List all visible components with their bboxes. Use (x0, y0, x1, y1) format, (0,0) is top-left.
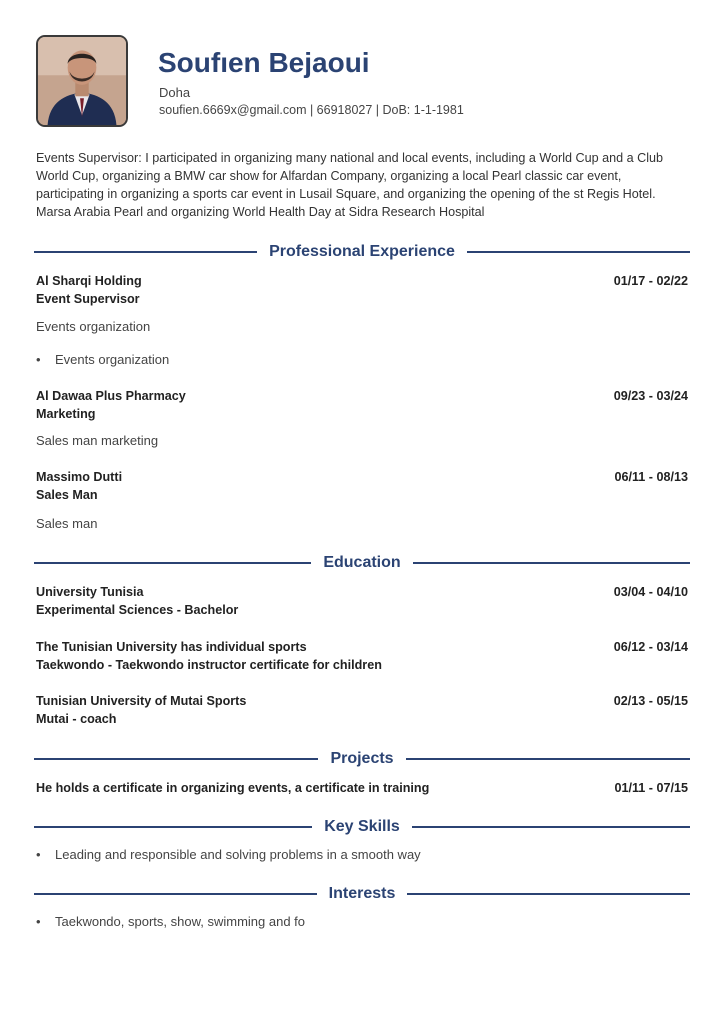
date-range: 01/11 - 07/15 (614, 781, 688, 795)
divider-line (406, 758, 690, 760)
section-education (34, 553, 690, 573)
divider-line (34, 562, 311, 564)
section-heading: Key Skills (324, 818, 400, 835)
divider-line (407, 893, 690, 895)
job-description: Sales man marketing (36, 433, 159, 448)
job-description: Sales man (36, 516, 98, 531)
profile-photo (36, 35, 128, 127)
education-entry (36, 638, 688, 674)
education-entry (36, 583, 688, 619)
person-name: Soufıen Bejaoui (158, 47, 370, 78)
job-role: Event Supervisor (36, 292, 140, 306)
experience-entry (36, 272, 688, 308)
date-range: 06/12 - 03/14 (613, 640, 688, 654)
bullet-icon: • (36, 914, 41, 929)
degree: Experimental Sciences - Bachelor (36, 603, 239, 617)
skill-text: Leading and responsible and solving problems in a smooth way (55, 847, 421, 862)
school-name: The Tunisian University has individual sports (36, 640, 307, 654)
section-interests (34, 884, 690, 904)
job-role: Sales Man (36, 488, 98, 502)
project-name: He holds a certificate in organizing events, a certificate in training (36, 781, 430, 795)
bullet-icon: • (36, 352, 41, 367)
date-range: 09/23 - 03/24 (613, 389, 688, 403)
experience-entry (36, 468, 688, 504)
section-heading: Interests (328, 885, 396, 902)
company-name: Al Sharqi Holding (36, 274, 142, 288)
project-entry (36, 779, 688, 797)
date-range: 01/17 - 02/22 (613, 274, 688, 288)
divider-line (34, 893, 317, 895)
divider-line (467, 251, 690, 253)
section-heading: Education (323, 554, 401, 571)
date-range: 03/04 - 04/10 (613, 585, 688, 599)
divider-line (34, 251, 257, 253)
company-name: Al Dawaa Plus Pharmacy (36, 389, 186, 403)
list-item (36, 847, 421, 862)
list-item (36, 352, 169, 367)
contact-info: soufien.6669x@gmail.com | 66918027 | DoB: 1-1-1981 (159, 103, 464, 117)
list-item (36, 914, 305, 929)
location: Doha (159, 85, 191, 100)
interest-text: Taekwondo, sports, show, swimming and fo (55, 914, 306, 929)
bullet-text: Events organization (55, 352, 170, 367)
degree: Taekwondo - Taekwondo instructor certificate for children (36, 658, 382, 672)
education-entry (36, 692, 688, 728)
company-name: Massimo Dutti (36, 470, 123, 484)
resume-header (36, 35, 688, 131)
profile-summary: Events Supervisor: I participated in organizing many national and local events, including a World Cup and a Club World Cup, organizing a BMW car show for Alfardan Company, organizing a local Pearl classic car event, participating in organizing a sports car event in Lusail Square, and organizing the opening of the st Regis Hotel. Marsa Arabia Pearl and organizing World Health Day at Sidra Research Hospital (36, 151, 664, 219)
divider-line (413, 562, 690, 564)
divider-line (34, 758, 318, 760)
section-professional-experience (34, 242, 690, 262)
divider-line (412, 826, 690, 828)
section-heading: Projects (330, 750, 394, 767)
section-key-skills (34, 817, 690, 837)
date-range: 06/11 - 08/13 (614, 470, 688, 484)
person-photo-icon (38, 37, 126, 125)
job-description: Events organization (36, 319, 151, 334)
school-name: Tunisian University of Mutai Sports (36, 694, 247, 708)
school-name: University Tunisia (36, 585, 144, 599)
experience-entry (36, 387, 688, 423)
degree: Mutai - coach (36, 712, 117, 726)
section-heading: Professional Experience (269, 243, 455, 260)
bullet-icon: • (36, 847, 41, 862)
date-range: 02/13 - 05/15 (613, 694, 688, 708)
job-role: Marketing (36, 407, 96, 421)
divider-line (34, 826, 312, 828)
section-projects (34, 749, 690, 769)
